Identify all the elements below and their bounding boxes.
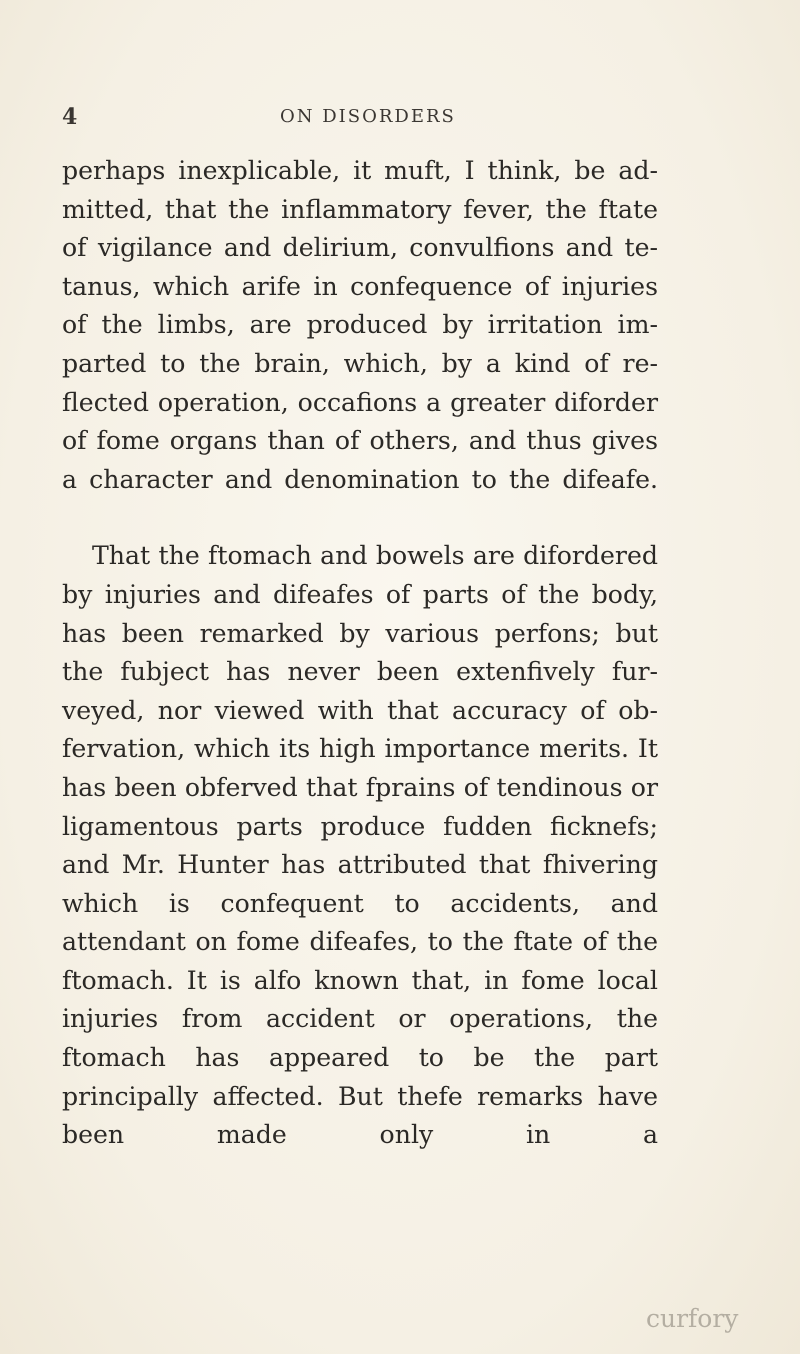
paragraph-1: perhaps inexplicable, it muft, I think, be ad- mitted, that the inflammatory fever, the ftate of vigilance and delirium, convulfions and te- tanus, which arife in confequence of injuries of the limbs, are produced by irritation im- parted to the brain, which, by a kind of re- flected operation, occafions a greater diforder of fome organs than of others, and thus gives a character and denomination to the difeafe. bbox=[62, 156, 658, 494]
body-text bbox=[62, 152, 658, 1155]
page-number: 4 bbox=[62, 104, 78, 130]
running-head: ON DISORDERS bbox=[280, 106, 456, 127]
catchword: curfory bbox=[646, 1304, 739, 1333]
page-header bbox=[62, 100, 762, 140]
paragraph-2: That the ftomach and bowels are difordered by injuries and difeafes of parts of the body, has been remarked by various perfons; but the fubject has never been extenfively fur- veyed, nor viewed with that accuracy of ob- fervation, which its high importance merits. It has been obferved that fprains of tendinous or ligamentous parts produce fudden ficknefs; and Mr. Hunter has attributed that fhivering which is confequent to accidents, and attendant on fome difeafes, to the ftate of the ftomach. It is alfo known that, in fome local injuries from accident or operations, the ftomach has appeared to be the part principally affected. But thefe remarks have been made only in a bbox=[62, 541, 658, 1150]
